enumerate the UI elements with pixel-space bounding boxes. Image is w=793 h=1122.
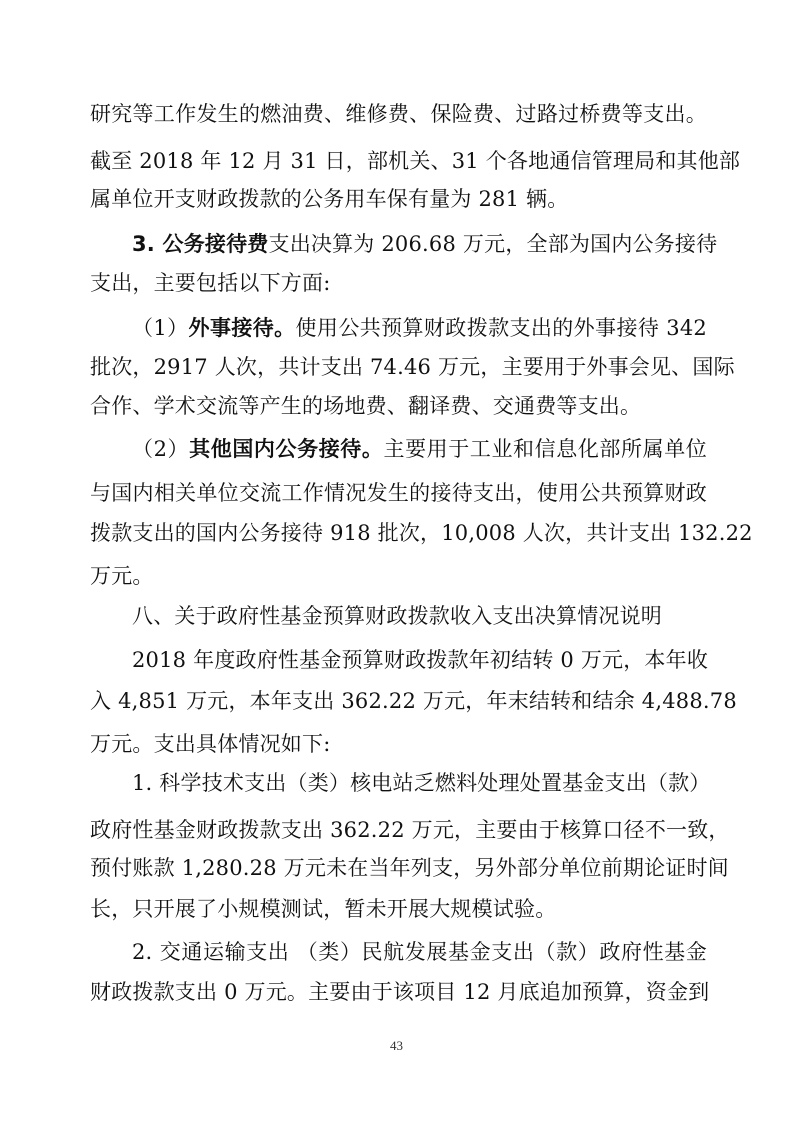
text-line: 支出，主要包括以下方面: (90, 271, 331, 295)
text-line: 属单位开支财政拨款的公务用车保有量为 281 辆。 (90, 187, 569, 211)
text-line: 2. 交通运输支出 （类）民航发展基金支出（款）政府性基金 (132, 940, 707, 964)
text-line: 长，只开展了小规模测试，暂未开展大规模试验。 (90, 897, 557, 921)
text-line: 预付账款 1,280.28 万元未在当年列支，另外部分单位前期论证时间 (90, 856, 729, 880)
text-line: 3. 公务接待费支出决算为 206.68 万元，全部为国内公务接待 (132, 232, 718, 256)
text-line: 财政拨款支出 0 万元。主要由于该项目 12 月底追加预算，资金到 (90, 980, 710, 1004)
item-heading-domestic: 其他国内公务接待。 (189, 437, 384, 461)
text-line: （1）外事接待。使用公共预算财政拨款支出的外事接待 342 (132, 316, 707, 340)
text-line: 拨款支出的国内公务接待 918 批次，10,008 人次，共计支出 132.22 (90, 521, 753, 545)
text-line: 万元。 (90, 564, 154, 588)
page-number: 43 (390, 1038, 403, 1053)
text-line: 万元。支出具体情况如下: (90, 732, 331, 756)
item-heading-foreign: 外事接待。 (188, 316, 296, 340)
text-line: 批次，2917 人次，共计支出 74.46 万元，主要用于外事会见、国际 (90, 355, 735, 379)
text-line: 研究等工作发生的燃油费、维修费、保险费、过路过桥费等支出。 (90, 102, 707, 126)
text-line: 2018 年度政府性基金预算财政拨款年初结转 0 万元，本年收 (132, 648, 709, 672)
section-heading: 八、关于政府性基金预算财政拨款收入支出决算情况说明 (132, 604, 662, 628)
text-line: 政府性基金财政拨款支出 362.22 万元，主要由于核算口径不一致， (90, 818, 730, 842)
text-line: 合作、学术交流等产生的场地费、翻译费、交通费等支出。 (90, 394, 642, 418)
text-line: 1. 科学技术支出（类）核电站乏燃料处理处置基金支出（款） (132, 771, 711, 795)
item-heading-reception: 3. 公务接待费 (132, 232, 269, 256)
text-line: 与国内相关单位交流工作情况发生的接待支出，使用公共预算财政 (90, 481, 707, 505)
text-line: （2）其他国内公务接待。主要用于工业和信息化部所属单位 (132, 437, 707, 461)
text-line: 入 4,851 万元，本年支出 362.22 万元，年末结转和结余 4,488.78 (90, 689, 737, 713)
text-line: 截至 2018 年 12 月 31 日，部机关、31 个各地通信管理局和其他部 (90, 149, 741, 173)
